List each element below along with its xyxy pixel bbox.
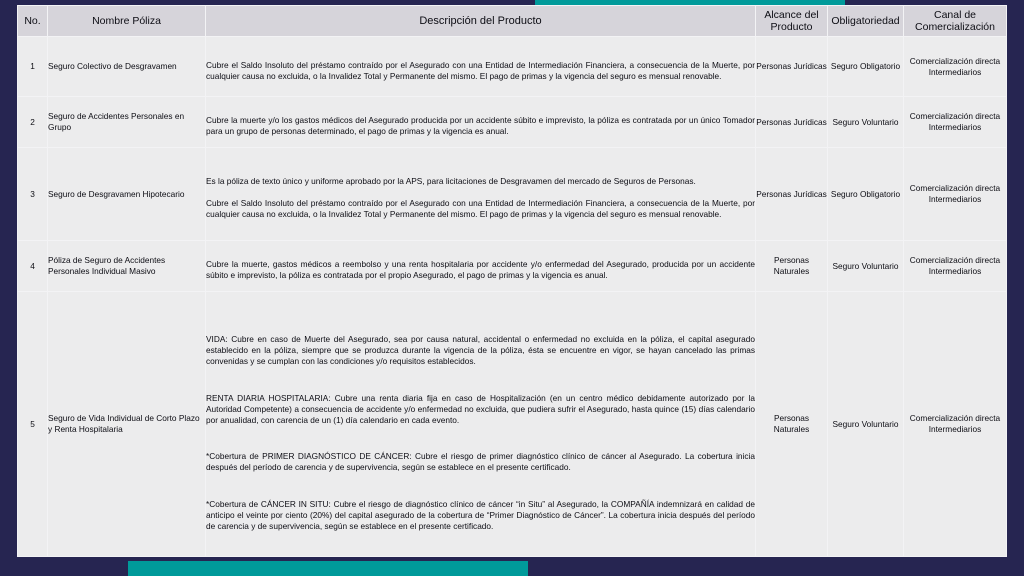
description-paragraph: VIDA: Cubre en caso de Muerte del Asegurado, sea por causa natural, accidental o enfermedad no excluida en la póliza, el capital asegurado establecido en la póliza, siempre que se produzca durante la vigencia de la póliza, ésta se encuentre en vigor, se hayan cancelado las primas convenidas y se cumplan con las condiciones y/o requisitos establecidos. bbox=[206, 333, 755, 366]
policy-name: Seguro de Vida Individual de Corto Plazo y Renta Hospitalaria bbox=[48, 292, 206, 557]
channel-line-2: Intermediarios bbox=[928, 66, 982, 77]
policy-description bbox=[206, 37, 756, 97]
policy-table-container bbox=[17, 5, 1006, 557]
description-paragraph: Es la póliza de texto único y uniforme aprobado por la APS, para licitaciones de Desgravamen del mercado de Seguros de Personas. bbox=[206, 176, 696, 187]
column-header-descripcion-producto: Descripción del Producto bbox=[206, 6, 756, 37]
description-paragraph: Cubre el Saldo Insoluto del préstamo contraído por el Asegurado con una Entidad de Intermediación Financiera, a consecuencia de la Muerte, por cualquier causa no excluida, o la Invalidez Total y Permanente del mismo. El pago de primas y la vigencia del seguro es mensual renovable. bbox=[206, 59, 755, 81]
table-row bbox=[18, 292, 1007, 557]
policy-channel bbox=[904, 148, 1007, 241]
policy-scope: Personas Jurídicas bbox=[756, 148, 828, 241]
policy-name: Seguro de Desgravamen Hipotecario bbox=[48, 148, 206, 241]
channel-line-2: Intermediarios bbox=[928, 424, 982, 434]
channel-line-2: Intermediarios bbox=[928, 122, 982, 132]
channel-line-2: Intermediarios bbox=[928, 266, 982, 276]
channel-line-1: Comercialización directa bbox=[909, 413, 1001, 424]
policy-obligation: Seguro Voluntario bbox=[828, 292, 904, 557]
policy-scope: Personas Jurídicas bbox=[756, 97, 828, 148]
policy-obligation: Seguro Obligatorio bbox=[828, 148, 904, 241]
policy-channel bbox=[904, 292, 1007, 557]
table-row bbox=[18, 148, 1007, 241]
row-number: 3 bbox=[18, 148, 48, 241]
column-header-obligatoriedad: Obligatoriedad bbox=[828, 6, 904, 37]
policy-name: Póliza de Seguro de Accidentes Personales Individual Masivo bbox=[48, 241, 206, 292]
row-number: 5 bbox=[18, 292, 48, 557]
bottom-teal-accent-bar bbox=[128, 561, 528, 576]
column-header-nombre-poliza: Nombre Póliza bbox=[48, 6, 206, 37]
policy-channel bbox=[904, 37, 1007, 97]
channel-line-1: Comercialización directa bbox=[909, 55, 1001, 66]
row-number: 4 bbox=[18, 241, 48, 292]
policy-name: Seguro Colectivo de Desgravamen bbox=[48, 37, 206, 97]
channel-line-1: Comercialización directa bbox=[909, 183, 1001, 194]
policy-channel bbox=[904, 241, 1007, 292]
policy-scope: Personas Jurídicas bbox=[756, 37, 828, 97]
policy-obligation: Seguro Obligatorio bbox=[828, 37, 904, 97]
policy-name: Seguro de Accidentes Personales en Grupo bbox=[48, 97, 206, 148]
description-paragraph: Cubre la muerte, gastos médicos a reembolso y una renta hospitalaria por accidente y/o enfermedad del Asegurado, producida por un accidente súbito e imprevisto, la póliza es contratada por el propio Asegurado, el pago de primas y la vigencia es anual. bbox=[206, 259, 755, 280]
table-header-row bbox=[18, 6, 1007, 37]
column-header-no: No. bbox=[18, 6, 48, 37]
policy-scope: Personas Naturales bbox=[756, 292, 828, 557]
description-paragraph: RENTA DIARIA HOSPITALARIA: Cubre una renta diaria fija en caso de Hospitalización (en un centro médico debidamente autorizado por la Autoridad Competente) a consecuencia de accidente y/o enfermedad no excluida, que pudiera sufrir el Asegurado, hasta quince (15) días calendario por anualidad, con carencia de un (1) día calendario en cada evento. bbox=[206, 392, 755, 425]
description-paragraph: Cubre el Saldo Insoluto del préstamo contraído por el Asegurado con una Entidad de Intermediación Financiera, a consecuencia de la Muerte, por cualquier causa no excluida, o la Invalidez Total y Permanente del mismo. El pago de primas y la vigencia del seguro es mensual renovable. bbox=[206, 198, 755, 219]
policy-description bbox=[206, 292, 756, 557]
policy-description bbox=[206, 148, 756, 241]
description-paragraph: Cubre la muerte y/o los gastos médicos del Asegurado producida por un accidente súbito e imprevisto, la póliza es contratada por un único Tomador para un grupo de personas determinado, el pago de primas y la vigencia es anual. bbox=[206, 115, 755, 136]
policy-obligation: Seguro Voluntario bbox=[828, 241, 904, 292]
table-row bbox=[18, 241, 1007, 292]
policy-description bbox=[206, 97, 756, 148]
table-row bbox=[18, 97, 1007, 148]
channel-line-2: Intermediarios bbox=[928, 194, 982, 204]
table-header bbox=[18, 6, 1007, 37]
policy-obligation: Seguro Voluntario bbox=[828, 97, 904, 148]
channel-line-1: Comercialización directa bbox=[909, 111, 1001, 122]
description-paragraph: *Cobertura de PRIMER DIAGNÓSTICO DE CÁNCER: Cubre el riesgo de primer diagnóstico clínico de cáncer al Asegurado. La cobertura inicia después del período de carencia y de supervivencia, según se establece en el presente certificado. bbox=[206, 451, 755, 473]
column-header-alcance-producto: Alcance del Producto bbox=[756, 6, 828, 37]
row-number: 1 bbox=[18, 37, 48, 97]
policy-description bbox=[206, 241, 756, 292]
description-paragraph: *Cobertura de CÁNCER IN SITU: Cubre el riesgo de diagnóstico clínico de cáncer “in Situ” al Asegurado, la COMPAÑÍA indemnizará en calidad de anticipo el veinte por ciento (20%) del capital asegurado de la cobertura de “Primer Diagnóstico de Cáncer”. La cobertura inicia después del período de carencia y de supervivencia, según se establece en el presente certificado. bbox=[206, 499, 755, 532]
column-header-canal-comercializacion: Canal de Comercialización bbox=[904, 6, 1007, 37]
table-row bbox=[18, 37, 1007, 97]
channel-line-1: Comercialización directa bbox=[909, 255, 1001, 266]
policy-table bbox=[17, 5, 1007, 557]
table-body bbox=[18, 37, 1007, 557]
policy-channel bbox=[904, 97, 1007, 148]
row-number: 2 bbox=[18, 97, 48, 148]
policy-scope: Personas Naturales bbox=[756, 241, 828, 292]
